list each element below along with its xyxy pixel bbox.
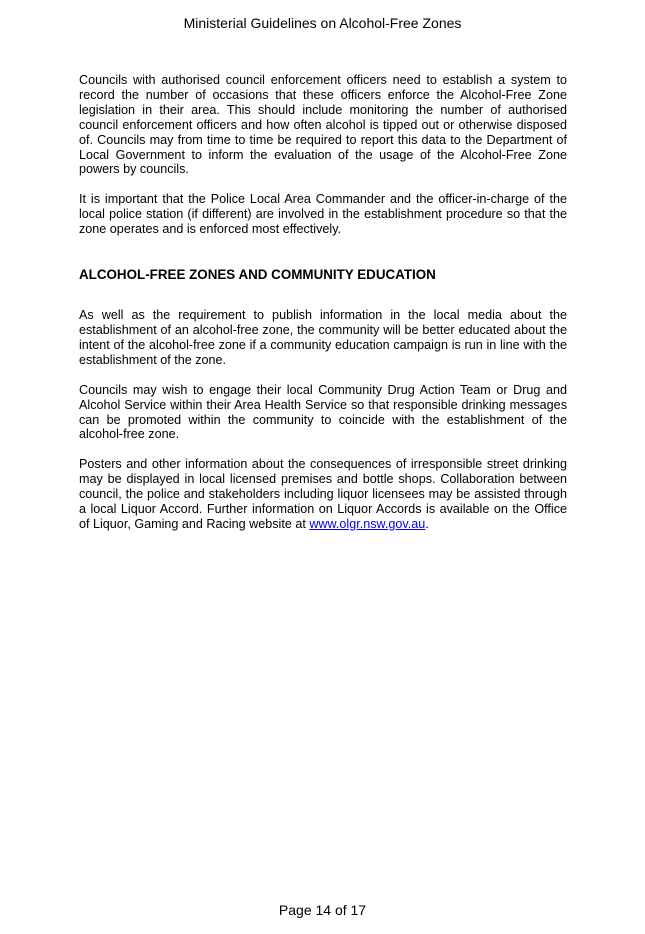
- paragraph-police-involvement: It is important that the Police Local Area Commander and the officer-in-charge of the local police station (if different) are involved in the establishment procedure so that the zone operates and is enforced most effectively.: [79, 192, 567, 237]
- olgr-website-link[interactable]: www.olgr.nsw.gov.au: [309, 516, 426, 531]
- document-body: [79, 73, 567, 547]
- paragraph-posters: [79, 457, 567, 532]
- paragraph-community-education: As well as the requirement to publish information in the local media about the establishment of an alcohol-free zone, the community will be better educated about the intent of the alcohol-free zone if a community education campaign is run in line with the establishment of the zone.: [79, 308, 567, 367]
- page-header: Ministerial Guidelines on Alcohol-Free Zones: [183, 15, 462, 31]
- page-number: Page 14 of 17: [278, 902, 367, 918]
- section-heading: ALCOHOL-FREE ZONES AND COMMUNITY EDUCATION: [79, 267, 436, 283]
- paragraph-enforcement-records: Councils with authorised council enforcement officers need to establish a system to record the number of occasions that these officers enforce the Alcohol-Free Zone legislation in their area. This should include monitoring the number of authorised council enforcement officers and how often alcohol is tipped out or otherwise disposed of. Councils may from time to time be required to report this data to the Department of Local Government to inform the evaluation of the usage of the Alcohol-Free Zone powers by councils.: [79, 73, 567, 177]
- paragraph-posters-text: Posters and other information about the consequences of irresponsible street drinking may be displayed in local licensed premises and bottle shops. Collaboration between council, the police and stakeholders including liquor licensees may be assisted through a local Liquor Accord. Further information on Liquor Accords is available on the Office of Liquor, Gaming and Racing website at: [79, 457, 567, 531]
- paragraph-drug-action-team: Councils may wish to engage their local Community Drug Action Team or Drug and Alcohol Service within their Area Health Service so that responsible drinking messages can be promoted within the community to coincide with the establishment of the alcohol-free zone.: [79, 382, 567, 442]
- paragraph-posters-end: .: [425, 516, 429, 531]
